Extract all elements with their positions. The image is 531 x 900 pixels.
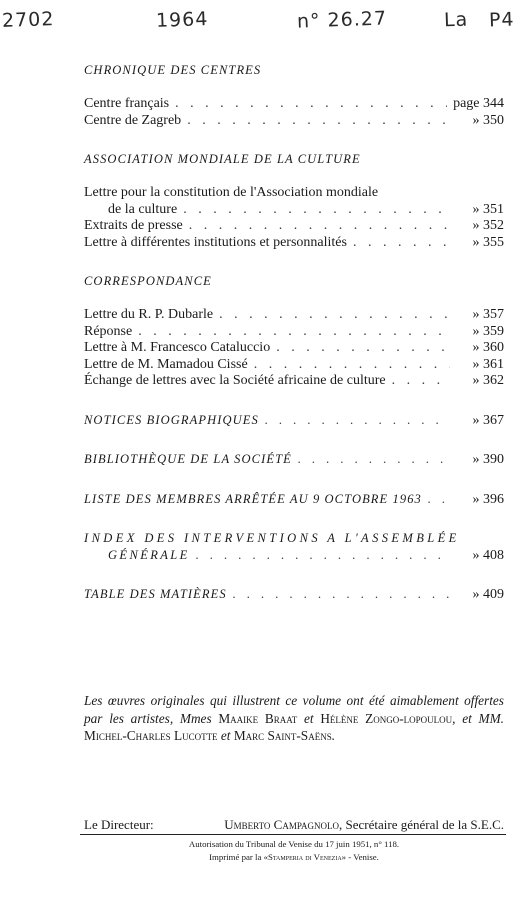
entry-title: INDEX DES INTERVENTIONS A L'ASSEMBLÉE <box>84 531 460 545</box>
toc-entry[interactable] <box>84 307 504 324</box>
entry-title: Lettre pour la constitution de l'Association mondiale <box>84 185 379 200</box>
dot-leader <box>183 202 450 219</box>
director-name: Umberto Campagnolo <box>224 817 340 832</box>
dot-leader <box>298 451 450 468</box>
entry-page: » 359 <box>472 323 504 339</box>
toc-entries <box>84 96 504 129</box>
toc-section-table <box>84 586 504 604</box>
entry-title-continuation: GÉNÉRALE <box>108 547 190 562</box>
dot-leader <box>233 586 450 603</box>
printer-name: Stamperia di Venezia <box>267 852 342 862</box>
toc-entry[interactable] <box>84 96 504 113</box>
authorization-line: Autorisation du Tribunal de Venise du 17 juin 1951, n° 118. <box>188 839 400 849</box>
printer-line <box>84 851 504 864</box>
dot-leader <box>265 412 450 429</box>
printer-prefix: Imprimé par la « <box>209 852 268 862</box>
entry-title: Lettre à M. Francesco Cataluccio <box>84 340 271 355</box>
dot-leader <box>353 235 450 252</box>
entry-title: Lettre à différentes institutions et personnalités <box>84 234 347 250</box>
entry-title: Extraits de presse <box>84 218 183 233</box>
credits-conjunction: et <box>220 728 231 743</box>
toc-section-notices <box>84 412 504 430</box>
toc-section-liste-membres <box>84 491 504 509</box>
entry-page: » 408 <box>472 547 504 563</box>
entry-page: » 351 <box>472 201 504 217</box>
entry-title: LISTE DES MEMBRES ARRÊTÉE AU 9 OCTOBRE 1963 <box>84 491 422 506</box>
toc-entry-heading[interactable] <box>84 586 504 604</box>
section-heading: CHRONIQUE DES CENTRES <box>84 63 262 77</box>
dot-leader <box>392 373 450 390</box>
footer-rule <box>80 834 506 835</box>
section-heading: ASSOCIATION MONDIALE DE LA CULTURE <box>84 152 361 166</box>
toc-section-bibliotheque <box>84 451 504 469</box>
entry-page: » 362 <box>472 373 504 388</box>
annotation-1: 2702 <box>1 8 55 32</box>
entry-page: » 360 <box>472 340 504 355</box>
entry-title: Lettre du R. P. Dubarle <box>84 307 214 322</box>
entry-page: » 396 <box>472 491 504 507</box>
entry-title: Centre français <box>84 96 170 111</box>
entry-title: Lettre de M. Mamadou Cissé <box>84 356 248 372</box>
entry-page: » 409 <box>472 587 504 602</box>
toc-entry-heading[interactable] <box>84 451 504 469</box>
toc-entry-heading[interactable] <box>84 530 504 564</box>
dot-leader <box>276 340 450 357</box>
toc-section-index <box>84 530 504 564</box>
artist-name: Michel-Charles Lucotte <box>84 728 218 743</box>
toc-entry[interactable] <box>84 185 504 218</box>
director-label: Le Directeur: <box>84 817 154 832</box>
entry-page: page 344 <box>453 96 504 111</box>
dot-leader <box>189 218 450 235</box>
toc-entry[interactable] <box>84 340 504 357</box>
entry-page: » 390 <box>472 452 504 467</box>
artist-name: Marc Saint-Saëns <box>233 728 332 743</box>
annotation-4: La <box>443 8 469 32</box>
entry-title: Échange de lettres avec la Société africaine de culture <box>84 373 386 388</box>
dot-leader <box>428 491 450 508</box>
toc-entry-heading[interactable] <box>84 412 504 430</box>
artist-name: Hélène Zongo-lopoulou <box>320 710 453 726</box>
credits-end: . <box>331 728 336 743</box>
credits-text: Les œuvres originales qui illustrent ce volume ont été aimablement offertes par les artistes, Mmes <box>84 693 504 726</box>
table-of-contents <box>84 62 504 626</box>
entry-title: BIBLIOTHÈQUE DE LA SOCIÉTÉ <box>84 452 292 466</box>
toc-section-association <box>84 151 504 251</box>
artist-name: Maaike Braat <box>218 710 298 726</box>
toc-entry[interactable] <box>84 113 504 130</box>
dot-leader <box>219 307 450 324</box>
dot-leader <box>196 547 450 564</box>
entry-page: » 355 <box>472 234 504 250</box>
toc-entries <box>84 307 504 390</box>
toc-entry[interactable] <box>84 373 504 390</box>
annotation-2: 1964 <box>155 8 209 32</box>
entry-title: TABLE DES MATIÈRES <box>84 587 227 601</box>
dot-leader <box>187 113 450 130</box>
entry-title-continuation: de la culture <box>108 201 178 217</box>
entry-title: NOTICES BIOGRAPHIQUES <box>84 412 259 427</box>
artwork-credits <box>84 692 504 745</box>
entry-page: » 361 <box>472 356 504 372</box>
toc-section-chronique <box>84 62 504 129</box>
entry-page: » 352 <box>472 218 504 233</box>
director-info <box>224 816 504 833</box>
toc-entry-heading[interactable] <box>84 491 504 509</box>
entry-title: Réponse <box>84 323 133 339</box>
entry-page: » 367 <box>472 412 504 428</box>
entry-page: » 357 <box>472 307 504 322</box>
dot-leader <box>175 96 447 113</box>
director-line <box>84 816 504 833</box>
toc-entries <box>84 185 504 251</box>
toc-entry[interactable] <box>84 324 504 341</box>
dot-leader <box>138 324 450 341</box>
annotation-5: P4 <box>488 8 515 32</box>
annotation-3: n° 26.27 <box>296 7 388 33</box>
toc-entry[interactable] <box>84 235 504 252</box>
toc-section-correspondance <box>84 273 504 390</box>
handwritten-annotations <box>0 0 531 40</box>
credits-text: , et MM. <box>452 710 505 726</box>
director-role: , Secrétaire général de la S.E.C. <box>339 817 504 832</box>
publication-info <box>84 838 504 864</box>
dot-leader <box>254 357 450 374</box>
toc-entry[interactable] <box>84 357 504 374</box>
toc-entry[interactable] <box>84 218 504 235</box>
entry-title: Centre de Zagreb <box>84 112 182 128</box>
entry-page: » 350 <box>472 112 504 128</box>
credits-conjunction: et <box>303 710 314 726</box>
section-heading: CORRESPONDANCE <box>84 274 212 288</box>
printer-suffix: » - Venise. <box>341 852 379 862</box>
